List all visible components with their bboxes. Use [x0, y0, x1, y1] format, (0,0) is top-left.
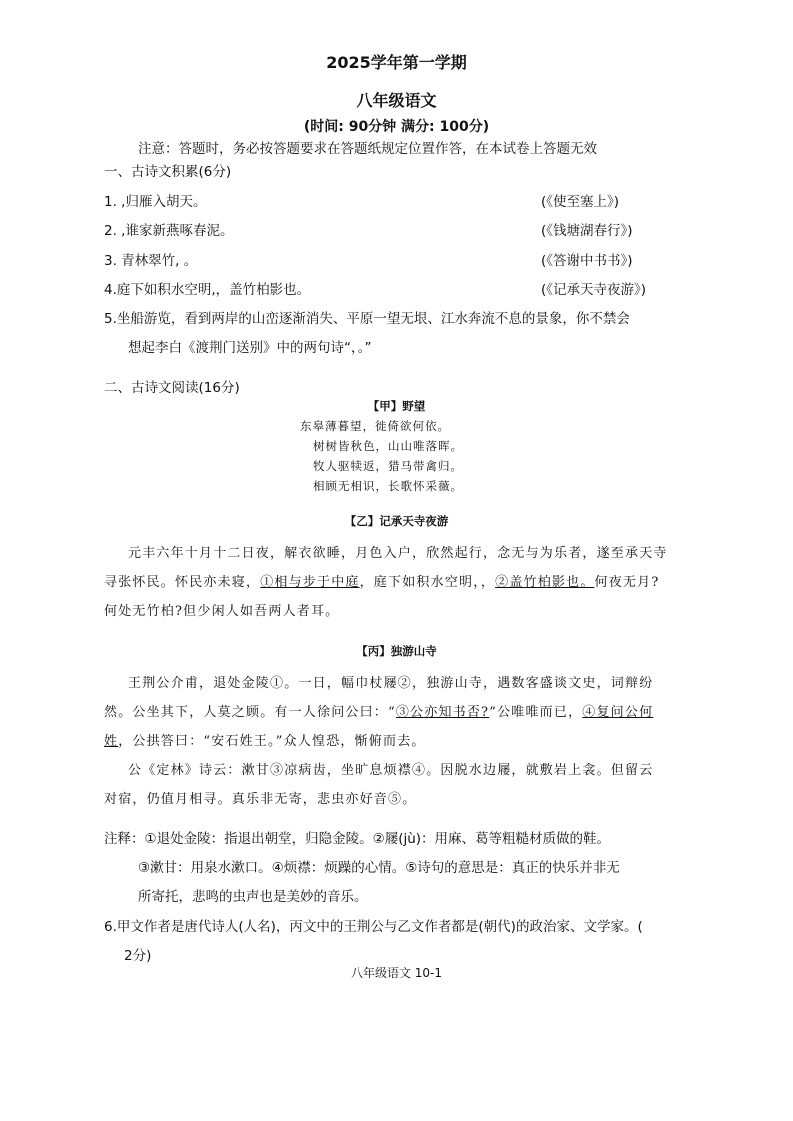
question-4: 4.庭下如积水空明,，盖竹柏影也。 — [104, 282, 311, 298]
question-2: 2. ,谁家新燕啄春泥。 — [104, 223, 234, 239]
underlined-sentence-3: ③公亦知书否? — [395, 705, 490, 720]
passage-bing-title: 【丙】独游山寺 — [356, 644, 437, 658]
question-2-source: (《钱塘湖春行》) — [541, 223, 633, 239]
section2-heading: 二、古诗文阅读(16分) — [104, 380, 240, 396]
question-6-line2: 2分) — [124, 948, 152, 964]
passage-bing-line-5: 对宿，仍值月相寻。真乐非无寄，悲虫亦好音⑤。 — [104, 792, 417, 807]
exam-notice: 注意：答题时，务必按答题要求在答题纸规定位置作答，在本试卷上答题无效 — [138, 141, 597, 157]
question-3: 3. 青林翠竹, 。 — [104, 253, 198, 269]
poem-jia-line-3: 牧人驱犊返，猎马带禽归。 — [313, 459, 463, 473]
question-5-line2: 想起李白《渡荆门送别》中的两句诗“，。” — [128, 340, 372, 356]
passage-bing-line-4: 公《定林》诗云：漱甘③凉病齿，坐旷息烦襟④。因脱水边屦，就敷岩上衾。但留云 — [128, 763, 654, 778]
exam-time-info: (时间: 90分钟 满分: 100分) — [303, 119, 490, 135]
passage-yi-text: 何夜无月? — [594, 575, 660, 590]
passage-yi-text: ，庭下如积水空明，， — [359, 575, 496, 590]
question-1-source: (《使至塞上》) — [541, 194, 620, 210]
poem-jia-line-2: 树树皆秋色，山山唯落晖。 — [313, 439, 463, 453]
passage-yi-line-1: 元丰六年十月十二日夜，解衣欲睡，月色入户，欣然起行，念无与为乐者，遂至承天寺 — [128, 546, 668, 561]
exam-subject: 八年级语文 — [356, 91, 437, 110]
poem-jia-title: 【甲】野望 — [367, 399, 426, 413]
passage-bing-line-1: 王荆公介甫，退处金陵①。一日，幅巾杖屦②，独游山寺，遇数客盛谈文史，词辩纷 — [128, 676, 654, 691]
passage-yi-text: 寻张怀民。怀民亦未寝， — [104, 575, 261, 590]
underlined-sentence-4-end: 姓 — [104, 734, 119, 749]
passage-bing-text: ”公唯唯而已， — [489, 705, 583, 720]
passage-bing-text: 然。公坐其下，人莫之顾。有一人徐问公曰：“ — [104, 705, 396, 720]
section1-heading: 一、古诗文积累(6分) — [104, 164, 232, 180]
page-footer: 八年级语文 10-1 — [350, 966, 443, 980]
passage-yi-line-3: 何处无竹柏?但少闲人如吾两人者耳。 — [104, 604, 340, 619]
passage-bing-line-2 — [104, 701, 653, 720]
passage-bing-line-3 — [104, 730, 426, 749]
question-1: 1. ,归雁入胡天。 — [104, 194, 207, 210]
question-3-source: (《答谢中书书》) — [541, 253, 633, 269]
question-6-line1: 6.甲文作者是唐代诗人(人名)，丙文中的王荆公与乙文作者都是(朝代)的政治家、文学家。( — [104, 919, 643, 935]
notes-line-3: 所寄托，悲鸣的虫声也是美妙的音乐。 — [138, 889, 368, 905]
notes-line-2: ③漱甘：用泉水漱口。④烦襟：烦躁的心情。⑤诗句的意思是：真正的快乐并非无 — [138, 860, 620, 876]
passage-yi-line-2 — [104, 571, 660, 590]
question-5-line1: 5.坐船游览，看到两岸的山峦逐渐消失、平原一望无垠、江水奔流不息的景象，你不禁会 — [104, 311, 630, 327]
notes-line-1: 注释：①退处金陵：指退出朝堂，归隐金陵。②屦(jù)：用麻、葛等粗糙材质做的鞋。 — [104, 831, 611, 847]
underlined-sentence-1: ①相与步于中庭 — [260, 575, 360, 590]
exam-title: 2025学年第一学期 — [326, 53, 467, 72]
passage-yi-title: 【乙】记承天寺夜游 — [344, 514, 449, 528]
underlined-sentence-4: ④复问公何 — [582, 705, 654, 720]
question-4-source: (《记承天寺夜游》) — [541, 282, 647, 298]
passage-bing-text: ，公拱答曰：“安石姓王。”众人惶恐，惭俯而去。 — [118, 734, 426, 749]
poem-jia-line-4: 相顾无相识，长歌怀采薇。 — [313, 479, 463, 493]
underlined-sentence-2: ②盖竹柏影也。 — [495, 575, 595, 590]
poem-jia-line-1: 东皋薄暮望，徙倚欲何依。 — [300, 419, 450, 433]
